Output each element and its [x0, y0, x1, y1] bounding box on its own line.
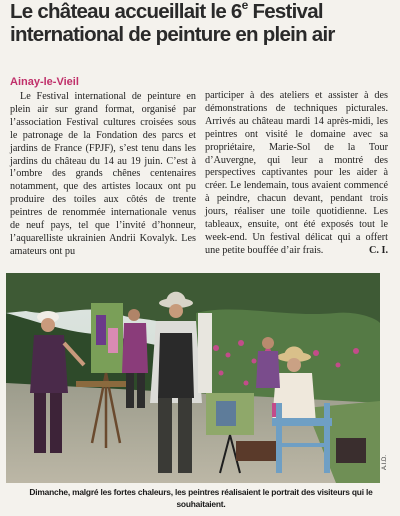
article-headline	[10, 0, 395, 46]
photo-bag	[336, 438, 366, 463]
headline-ordinal-superscript: e	[241, 0, 248, 13]
article-paragraph-right	[205, 90, 388, 258]
photo-paint-box	[236, 441, 276, 461]
article-column-right	[205, 90, 388, 258]
headline-text-part1: Le château accueillait le 6	[10, 0, 242, 23]
photo-credit: A.I.D.	[382, 454, 388, 470]
article-signature: C. I.	[369, 244, 388, 256]
article-text-right: participer à des ateliers et assister à des démonstrations de techniques picturales. Arrivés au château mardi 14 après-midi, les peintres ont visité le domaine avec sa propriétaire, Marie-Sol de la Tour d’Auvergne, qui leur a montré des perspectives captivantes pour les aider à créer. Le lendemain, tous avaient commencé à peindre, chacun devant, pendant trois jours, réaliser une toile quotidienne. Les tableaux, ensuite, ont été exposés tout le week-end. Un festival délicat qui a offert une petite bouffée d’air frais.	[205, 90, 388, 256]
article-paragraph-left: Le Festival international de peinture en plein air sur grand format, organisé par l’association Festival cultures croisées sous le patronage de la Fondation des parcs et jardins de France (FPJF), s’est tenu dans les jardins du château du 14 au 19 juin. C’est à l’ombre des grands chênes centenaires notamment, que des artistes locaux ont pu produire des toiles aux côtés de trente peintres de renommée internationale venus de neuf pays, tel que l’invité d’honneur, l’aquarelliste ukrainien Andrii Kovalyk. Les amateurs ont pu	[10, 91, 196, 257]
article-photo	[6, 273, 380, 483]
headline-text-part2: Festival	[247, 0, 323, 23]
article-column-left	[10, 76, 196, 259]
photo-caption: Dimanche, malgré les fortes chaleurs, les peintres réalisaient le portrait des visiteurs qui le souhaitaient.	[29, 487, 373, 509]
article-dateline: Ainay-le-Vieil	[10, 76, 79, 88]
headline-text-line2: international de peinture en plein air	[10, 23, 335, 46]
